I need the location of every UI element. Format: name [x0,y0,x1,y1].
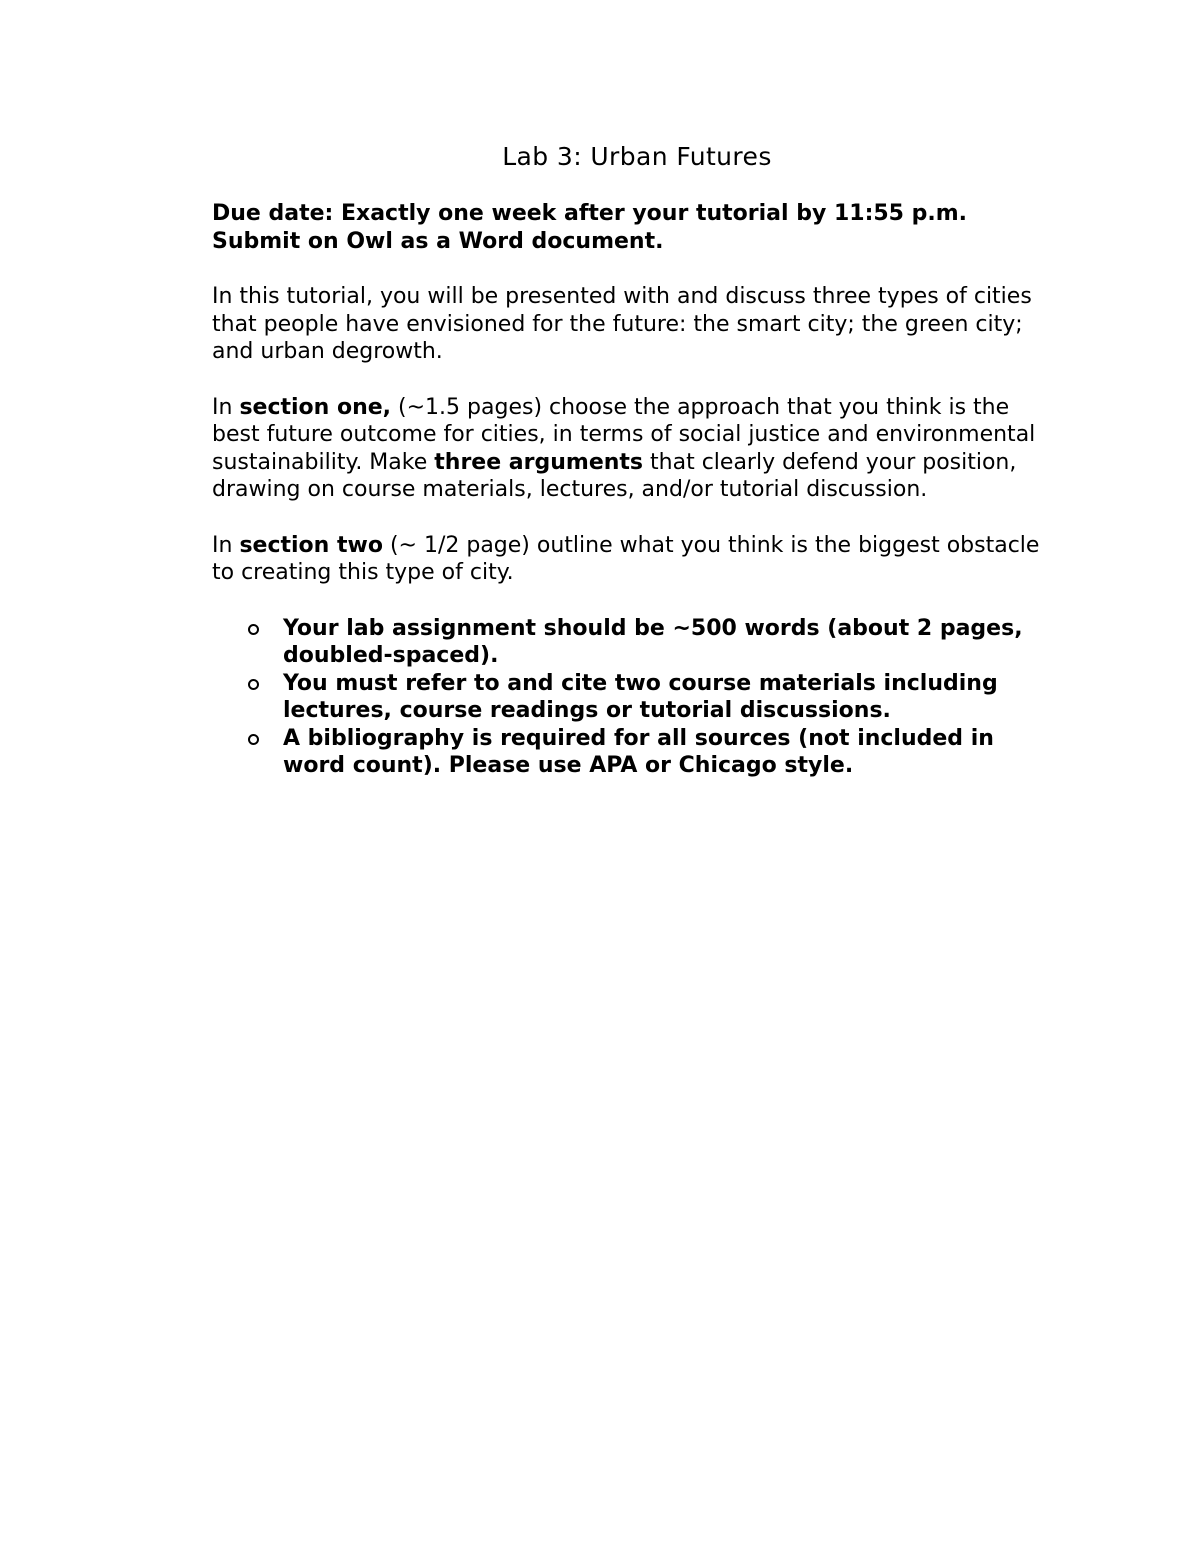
section-one-paragraph [212,394,1062,504]
requirement-text: Your lab assignment should be ~500 words (about 2 pages, doubled-spaced). [283,615,1023,668]
circle-bullet-icon [248,624,259,635]
section-two-paragraph [212,532,1062,587]
circle-bullet-icon [248,679,259,690]
list-item [283,670,1062,725]
section-two-label: section two [239,532,383,558]
submission-line: Submit on Owl as a Word document. [212,228,664,254]
intro-paragraph: In this tutorial, you will be presented with and discuss three types of cities that people have envisioned for the future: the smart city; the green city; and urban degrowth. [212,284,1032,364]
requirement-text: A bibliography is required for all sources (not included in word count). Please use APA or Chicago style. [283,725,994,778]
section-two-pre: In [212,532,240,558]
section-two-text: (~ 1/2 page) outline what you think is the biggest obstacle to creating this type of city. [212,532,1040,585]
section-one-text: (~1.5 pages) choose the approach that you think is the best future outcome for cities, in terms of social justice and environmental sustainability. Make [212,394,1036,475]
list-item [283,725,1062,780]
requirements-list [212,615,1062,780]
document-title: Lab 3: Urban Futures [502,142,772,171]
due-date-block [212,200,1062,255]
due-date-line: Due date: Exactly one week after your tutorial by 11:55 p.m. [212,201,968,226]
section-one-text-end: that clearly defend your position, drawing on course materials, lectures, and/or tutorial discussion. [212,449,1017,502]
list-item [283,615,1062,670]
section-one-pre: In [212,394,240,420]
requirement-text: You must refer to and cite two course materials including lectures, course readings or tutorial discussions. [283,670,998,723]
circle-bullet-icon [248,734,259,745]
document-body [212,138,1062,780]
section-one-label: section one, [239,394,392,420]
three-arguments-label: three arguments [434,449,644,475]
